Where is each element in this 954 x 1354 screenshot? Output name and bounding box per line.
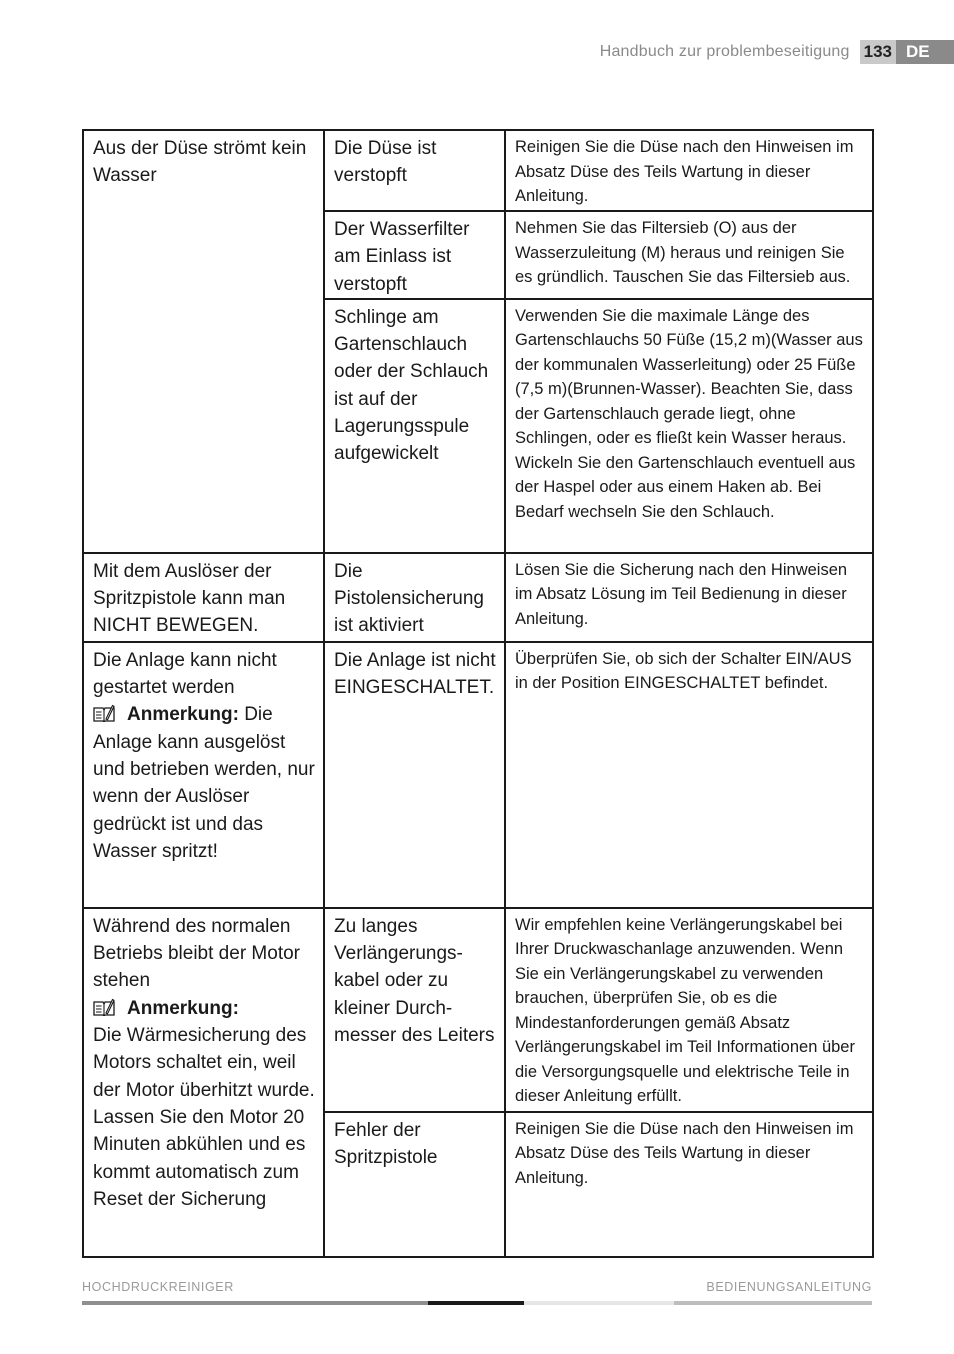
problem-cell: Mit dem Auslöser der Spritzpistole kann man NICHT BEWEGEN. xyxy=(83,553,324,642)
problem-text: Während des normalen Betriebs bleibt der Motor stehen xyxy=(93,915,300,992)
problem-text: Die Anlage kann nicht gestartet werden xyxy=(93,649,277,699)
table-row xyxy=(83,642,873,908)
problem-cell xyxy=(83,642,324,908)
cause-cell: Die Düse ist verstopft xyxy=(324,130,505,211)
solution-cell: Wir empfehlen keine Verlängerungskabel bei Ihrer Druckwaschanlage anzuwenden. Wenn Sie ein Verlängerungskabel zu verwenden brauchen, überprüfen Sie, ob es die Mindestanforderungen gemäß Absatz Verlängerungskabel im Teil Informationen über die Versorgungsquelle und elektrische Teile in dieser Anleitung erfüllt. xyxy=(505,908,873,1112)
problem-cell: Aus der Düse strömt kein Wasser xyxy=(83,130,324,553)
footer-rule-segment xyxy=(428,1301,524,1305)
solution-cell: Reinigen Sie die Düse nach den Hinweisen im Absatz Düse des Teils Wartung in dieser Anleitung. xyxy=(505,1112,873,1257)
footer-document-type: BEDIENUNGSANLEITUNG xyxy=(706,1280,872,1294)
solution-cell: Lösen Sie die Sicherung nach den Hinweisen im Absatz Lösung im Teil Bedienung in dieser Anleitung. xyxy=(505,553,873,642)
language-badge: DE xyxy=(896,40,954,64)
footer-rule-segment xyxy=(524,1301,674,1305)
solution-cell: Reinigen Sie die Düse nach den Hinweisen im Absatz Düse des Teils Wartung in dieser Anleitung. xyxy=(505,130,873,211)
running-title: Handbuch zur problembeseitigung xyxy=(599,43,850,60)
note-label: Anmerkung: xyxy=(127,704,239,726)
problem-cell xyxy=(83,908,324,1257)
cause-cell: Fehler der Spritzpistole xyxy=(324,1112,505,1257)
note-text: Die Anlage kann ausgelöst und betrieben werden, nur wenn der Auslöser gedrückt ist und das Wasser spritzt! xyxy=(93,704,315,862)
footer-rule-segment xyxy=(674,1301,872,1305)
solution-cell: Nehmen Sie das Filtersieb (O) aus der Wasserzuleitung (M) heraus und reinigen Sie es gründlich. Tauschen Sie das Filtersieb aus. xyxy=(505,211,873,299)
cause-cell: Schlinge am Gartenschlauch oder der Schlauch ist auf der Lagerungsspule aufgewickelt xyxy=(324,299,505,553)
cause-cell: Die Anlage ist nicht EINGESCHALTET. xyxy=(324,642,505,908)
table-row xyxy=(83,908,873,1112)
footer-product-name: HOCHDRUCKREINIGER xyxy=(82,1280,234,1294)
note-label: Anmerkung: xyxy=(127,997,239,1019)
solution-cell: Überprüfen Sie, ob sich der Schalter EIN/AUS in der Position EINGESCHALTET befindet. xyxy=(505,642,873,908)
cause-cell: Der Wasserfilter am Einlass ist verstopft xyxy=(324,211,505,299)
cause-cell: Zu langes Verlängerungs-kabel oder zu kleiner Durch-messer des Leiters xyxy=(324,908,505,1112)
footer-rule xyxy=(82,1301,872,1305)
note-book-icon xyxy=(93,998,115,1016)
note-book-icon xyxy=(93,704,115,722)
troubleshooting-table xyxy=(82,129,874,1258)
footer-rule-segment xyxy=(82,1301,428,1305)
table-row xyxy=(83,553,873,642)
page-number: 133 xyxy=(860,40,896,64)
cause-cell: Die Pistolensicherung ist aktiviert xyxy=(324,553,505,642)
note-text: Die Wärmesicherung des Motors schaltet ein, weil der Motor überhitzt wurde. Lassen Sie den Motor 20 Minuten abkühlen und es kommt automatisch zum Reset der Sicherung xyxy=(93,1025,315,1210)
solution-cell: Verwenden Sie die maximale Länge des Gartenschlauchs 50 Füße (15,2 m)(Wasser aus der kommunalen Wasserleitung) oder 25 Füße (7,5 m)(Brunnen-Wasser). Beachten Sie, dass der Gartenschlauch gerade liegt, ohne Schlingen, oder es fließt kein Wasser heraus. Wickeln Sie den Gartenschlauch eventuell aus der Haspel oder aus einem Haken ab. Bei Bedarf wechseln Sie den Schlauch. xyxy=(505,299,873,553)
table-row xyxy=(83,130,873,211)
page-header xyxy=(600,40,954,64)
